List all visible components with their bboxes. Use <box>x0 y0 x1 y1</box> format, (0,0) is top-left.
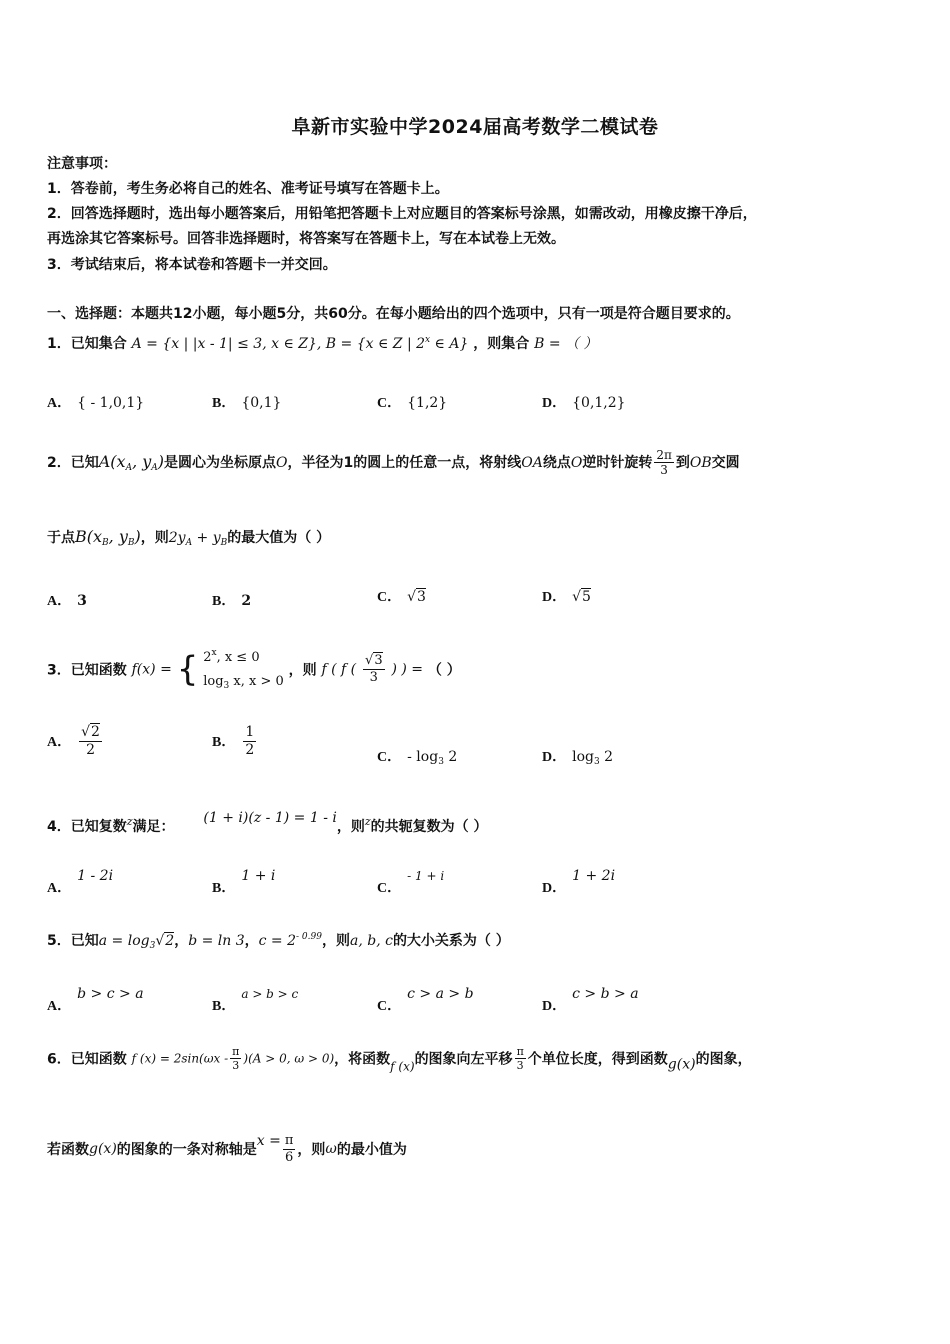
q4-option-c[interactable]: C．- 1 + i <box>377 869 445 896</box>
q1-option-c[interactable]: C． {1,2} <box>377 395 448 411</box>
q2-option-a[interactable]: A． 3 <box>47 593 87 609</box>
q5-option-b[interactable]: B．a > b > c <box>212 987 299 1014</box>
section-heading: 一、选择题：本题共12小题，每小题5分，共60分。在每小题给出的四个选项中，只有一项是符合题目要求的。 <box>47 306 740 322</box>
question-1 <box>47 333 598 353</box>
question-6: 6．已知函数 f (x) = 2sin(ωx - $\frac{\pi}{3}$ )(A > 0, ω > 0)，将函数f (x)的图象向左平移 $\frac{\pi}{3}$ 个单位长度，得到函数g(x)的图象， <box>47 1045 752 1074</box>
question-2: 2．已知$A(x_A$, $y_A$)是圆心为坐标原点O，半径为1的圆上的任意一点，将射线OA绕点O逆时针旋转 $\frac{2\pi}{3}$ 到OB交圆 <box>47 448 740 478</box>
q5-option-a[interactable]: A．b > c > a <box>47 986 144 1014</box>
q4-option-d[interactable]: D．1 + 2i <box>542 868 616 896</box>
q5-option-d[interactable]: D．c > b > a <box>542 986 639 1014</box>
q2-option-d[interactable]: D． √5 <box>542 589 591 605</box>
q1-option-d[interactable]: D． {0,1,2} <box>542 395 626 411</box>
notice-item: 1．答卷前，考生务必将自己的姓名、准考证号填写在答题卡上。 <box>47 181 449 197</box>
question-4: 4．已知复数$^z$满足： (1 + i)(z - 1) = 1 - i，则$^z$的共轭复数为（ ） <box>47 810 488 835</box>
q3-option-c[interactable]: C． - $\log_3 2$ <box>377 749 458 767</box>
page-title: 阜新市实验中学2024届高考数学二模试卷 <box>291 116 659 138</box>
question-5: 5．已知$a = \log_3√2$，b = ln 3，$c = 2^{- 0.99}$，则a, b, c的大小关系为（ ） <box>47 932 510 951</box>
notice-item: 3．考试结束后，将本试卷和答题卡一并交回。 <box>47 257 337 273</box>
notice-heading: 注意事项： <box>47 156 117 172</box>
q3-option-d[interactable]: D． $\log_3 2$ <box>542 749 614 767</box>
q1-pre: 1．已知集合 <box>47 336 127 352</box>
question-2-line2: 于点$B(x_B$, $y_B$)，则$2y_A + y_B$的最大值为（ ） <box>47 527 331 548</box>
question-3: 3．已知函数 f(x) = { 2$^x$, x ≤ 0 $\log_3 x$, x > 0 ，则 f ( f ( $\frac{√3}{3}$ ) ) = （ ） <box>47 648 461 691</box>
q1-option-a[interactable]: A． { - 1,0,1} <box>47 395 145 411</box>
notice-item: 2．回答选择题时，选出每小题答案后，用铅笔把答题卡上对应题目的答案标号涂黑，如需改动，用橡皮擦干净后， <box>47 206 757 222</box>
q1-post: ，则集合 <box>473 336 530 352</box>
q1-tail: B = （ ） <box>534 336 598 352</box>
question-6-line2: 若函数g(x)的图象的一条对称轴是x = $\frac{\pi}{6}$ ，则ω的最小值为 <box>47 1133 407 1165</box>
q4-option-b[interactable]: B．1 + i <box>212 868 276 896</box>
q1-option-b[interactable]: B． {0,1} <box>212 395 282 411</box>
notice-item: 再选涂其它答案标号。回答非选择题时，将答案写在答题卡上，写在本试卷上无效。 <box>47 231 565 247</box>
q2-option-b[interactable]: B． 2 <box>212 593 252 609</box>
q3-option-a[interactable]: A． $\frac{√2}{2}$ <box>47 724 100 758</box>
q3-option-b[interactable]: B． $\frac{1}{2}$ <box>212 724 255 758</box>
q5-option-c[interactable]: C．c > a > b <box>377 986 474 1014</box>
q2-option-c[interactable]: C． √3 <box>377 589 426 605</box>
q4-option-a[interactable]: A．1 - 2i <box>47 868 114 896</box>
q1-sets: A = {x | |x - 1| ≤ 3, x ∈ Z}, B = {x ∈ Z | 2$^x$ ∈ A} <box>131 335 469 352</box>
